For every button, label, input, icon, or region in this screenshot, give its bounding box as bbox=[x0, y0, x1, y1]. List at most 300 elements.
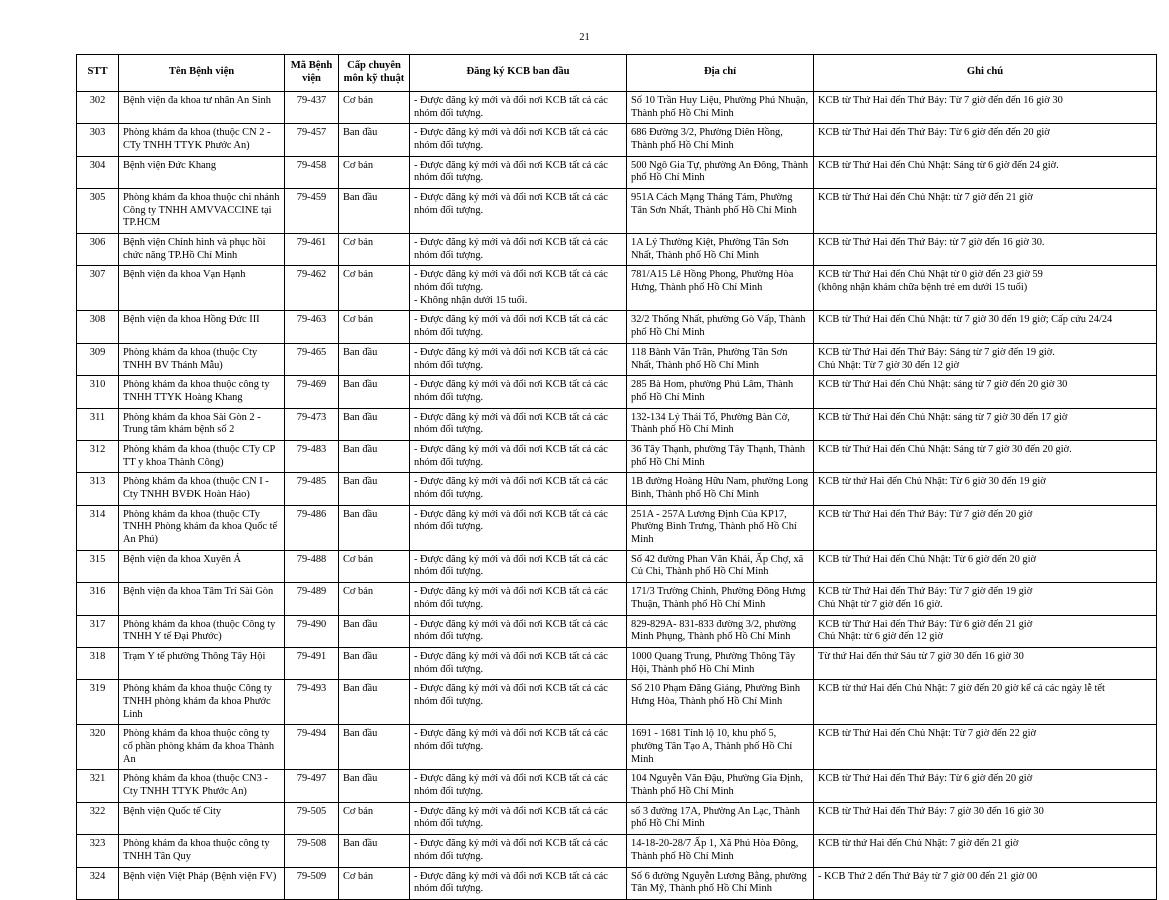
cell-address bbox=[627, 505, 814, 550]
cell-address bbox=[627, 647, 814, 679]
cell-hospital-name-line: Phòng khám đa khoa thuộc công ty cổ phần phòng khám đa khoa Thành An bbox=[123, 728, 275, 765]
cell-note bbox=[814, 156, 1157, 188]
cell-address-line: Số 6 đường Nguyễn Lương Bằng, phường Tân Mỹ, Thành phố Hồ Chí Minh bbox=[631, 870, 807, 895]
cell-stt-line: 312 bbox=[89, 443, 106, 455]
cell-hospital-code-line: 79-488 bbox=[296, 553, 327, 565]
cell-hospital-name bbox=[119, 725, 285, 770]
cell-note-line: KCB từ Thứ Hai đến Thứ Bảy: từ 7 giờ đến 16 giờ 30. bbox=[818, 237, 1045, 249]
cell-note-line: KCB từ thứ Hai đến Chủ Nhật: 7 giờ đến 21 giờ bbox=[818, 838, 1019, 850]
cell-hospital-code bbox=[285, 505, 339, 550]
cell-hospital-code bbox=[285, 440, 339, 472]
cell-registration-line: - Được đăng ký mới và đổi nơi KCB tất cả các nhóm đối tượng. bbox=[414, 870, 608, 895]
cell-stt-line: 306 bbox=[89, 237, 106, 249]
cell-hospital-name bbox=[119, 802, 285, 834]
cell-hospital-code-line: 79-463 bbox=[296, 314, 327, 326]
cell-hospital-code-line: 79-497 bbox=[296, 773, 327, 785]
cell-stt-line: 324 bbox=[89, 870, 106, 882]
cell-stt bbox=[77, 311, 119, 343]
cell-technical-level-line: Cơ bản bbox=[343, 586, 374, 598]
cell-note-line: KCB từ Thứ Hai đến Thứ Bảy: Từ 6 giờ đến 20 giờ bbox=[818, 773, 1033, 785]
cell-stt bbox=[77, 770, 119, 802]
cell-stt-line: 302 bbox=[89, 94, 106, 106]
cell-technical-level bbox=[339, 802, 410, 834]
cell-registration-line: - Được đăng ký mới và đổi nơi KCB tất cả các nhóm đối tượng. bbox=[414, 314, 608, 339]
cell-registration bbox=[410, 188, 627, 233]
cell-address bbox=[627, 376, 814, 408]
cell-technical-level bbox=[339, 124, 410, 156]
cell-hospital-code bbox=[285, 408, 339, 440]
cell-note-line: (không nhận khám chữa bệnh trẻ em dưới 15 tuổi) bbox=[818, 282, 1028, 294]
hospital-registration-table bbox=[76, 54, 1157, 900]
cell-technical-level bbox=[339, 266, 410, 311]
cell-address-line: Số 10 Trần Huy Liệu, Phường Phú Nhuận, Thành phố Hồ Chí Minh bbox=[631, 94, 809, 119]
cell-hospital-name-line: Bệnh viện Việt Pháp (Bệnh viện FV) bbox=[123, 870, 277, 882]
cell-hospital-name bbox=[119, 343, 285, 375]
cell-address-line: số 3 đường 17A, Phường An Lạc, Thành phố Hồ Chí Minh bbox=[631, 805, 800, 830]
cell-stt bbox=[77, 156, 119, 188]
cell-registration-line: - Được đăng ký mới và đổi nơi KCB tất cả các nhóm đối tượng. bbox=[414, 553, 608, 578]
cell-hospital-code bbox=[285, 343, 339, 375]
cell-note-line: KCB từ Thứ Hai đến Chủ Nhật: Từ 6 giờ đến 20 giờ bbox=[818, 553, 1036, 565]
table-header-row bbox=[77, 55, 1157, 92]
cell-registration-line: - Được đăng ký mới và đổi nơi KCB tất cả các nhóm đối tượng. bbox=[414, 838, 608, 862]
cell-note bbox=[814, 770, 1157, 802]
cell-registration bbox=[410, 124, 627, 156]
cell-address bbox=[627, 156, 814, 188]
cell-registration-line: - Được đăng ký mới và đổi nơi KCB tất cả các nhóm đối tượng. bbox=[414, 237, 608, 261]
cell-hospital-name-line: Phòng khám đa khoa Sài Gòn 2 - Trung tâm khám bệnh số 2 bbox=[123, 411, 261, 436]
cell-registration-line: - Được đăng ký mới và đổi nơi KCB tất cả các nhóm đối tượng. bbox=[414, 346, 608, 371]
cell-registration bbox=[410, 343, 627, 375]
cell-stt bbox=[77, 440, 119, 472]
cell-note bbox=[814, 505, 1157, 550]
cell-stt-line: 308 bbox=[89, 314, 106, 326]
cell-address bbox=[627, 408, 814, 440]
cell-stt bbox=[77, 550, 119, 582]
cell-technical-level bbox=[339, 376, 410, 408]
cell-technical-level bbox=[339, 835, 410, 867]
cell-hospital-code-line: 79-494 bbox=[296, 728, 327, 740]
cell-address-line: 32/2 Thống Nhất, phường Gò Vấp, Thành phố Hồ Chí Minh bbox=[631, 314, 806, 339]
page-number: 21 bbox=[579, 32, 590, 43]
table-header bbox=[77, 55, 1157, 92]
cell-registration bbox=[410, 770, 627, 802]
cell-registration bbox=[410, 867, 627, 899]
cell-note-line: KCB từ Thứ Hai đến Thứ Bảy: Từ 6 giờ đến 21 giờ bbox=[818, 618, 1033, 630]
cell-note-line: KCB từ Thứ Hai đến Thứ Bảy: Từ 7 giờ đến 19 giờ bbox=[818, 586, 1033, 598]
cell-address-line: 1000 Quang Trung, Phường Thông Tây Hội, Thành phố Hồ Chí Minh bbox=[631, 650, 796, 675]
cell-technical-level bbox=[339, 550, 410, 582]
cell-stt-line: 320 bbox=[89, 728, 106, 740]
cell-address-line: 686 Đường 3/2, Phường Diên Hồng, Thành phố Hồ Chí Minh bbox=[631, 127, 783, 151]
cell-hospital-code-line: 79-462 bbox=[296, 269, 327, 281]
cell-address-line: Số 42 đường Phan Văn Khải, Ấp Chợ, xã Củ Chi, Thành phố Hồ Chí Minh bbox=[631, 553, 804, 578]
cell-hospital-code-line: 79-473 bbox=[296, 411, 327, 423]
cell-hospital-name bbox=[119, 91, 285, 123]
table-row bbox=[77, 473, 1157, 505]
cell-registration-line: - Được đăng ký mới và đổi nơi KCB tất cả các nhóm đối tượng. bbox=[414, 94, 608, 119]
cell-hospital-code bbox=[285, 802, 339, 834]
cell-hospital-name bbox=[119, 770, 285, 802]
table-row bbox=[77, 91, 1157, 123]
cell-note bbox=[814, 647, 1157, 679]
cell-registration bbox=[410, 647, 627, 679]
cell-note bbox=[814, 835, 1157, 867]
cell-address bbox=[627, 615, 814, 647]
table-row bbox=[77, 770, 1157, 802]
cell-technical-level bbox=[339, 647, 410, 679]
table-row bbox=[77, 725, 1157, 770]
cell-technical-level bbox=[339, 91, 410, 123]
cell-registration-line: - Được đăng ký mới và đổi nơi KCB tất cả các nhóm đối tượng. bbox=[414, 773, 608, 798]
cell-stt-line: 307 bbox=[89, 269, 106, 281]
cell-hospital-code-line: 79-469 bbox=[296, 379, 327, 391]
cell-note-line: Từ thứ Hai đến thứ Sáu từ 7 giờ 30 đến 16 giờ 30 bbox=[818, 650, 1024, 662]
cell-stt bbox=[77, 583, 119, 615]
cell-hospital-code bbox=[285, 680, 339, 725]
cell-stt bbox=[77, 835, 119, 867]
cell-address-line: 951A Cách Mạng Tháng Tám, Phường Tân Sơn Nhất, Thành phố Hồ Chí Minh bbox=[631, 191, 797, 216]
cell-stt bbox=[77, 376, 119, 408]
table-row bbox=[77, 266, 1157, 311]
cell-note bbox=[814, 91, 1157, 123]
table-row bbox=[77, 234, 1157, 266]
cell-technical-level-line: Ban đầu bbox=[343, 476, 378, 488]
cell-note-line: KCB từ thứ Hai đến Chủ Nhật: Từ 6 giờ 30 đến 19 giờ bbox=[818, 476, 1046, 488]
cell-address-line: 36 Tây Thạnh, phường Tây Thạnh, Thành phố Hồ Chí Minh bbox=[631, 443, 806, 468]
cell-hospital-name bbox=[119, 473, 285, 505]
cell-stt bbox=[77, 725, 119, 770]
cell-hospital-name-line: Phòng khám đa khoa (thuộc CN 2 - CTy TNHH TTYK Phước An) bbox=[123, 127, 271, 151]
cell-hospital-name-line: Bệnh viện Quốc tế City bbox=[123, 805, 222, 817]
cell-hospital-name bbox=[119, 550, 285, 582]
table-row bbox=[77, 550, 1157, 582]
cell-registration bbox=[410, 156, 627, 188]
cell-address bbox=[627, 583, 814, 615]
cell-hospital-code-line: 79-465 bbox=[296, 346, 327, 358]
cell-stt-line: 318 bbox=[89, 650, 106, 662]
cell-technical-level-line: Cơ bản bbox=[343, 94, 374, 106]
cell-registration bbox=[410, 376, 627, 408]
cell-stt-line: 310 bbox=[89, 379, 106, 391]
cell-hospital-name bbox=[119, 680, 285, 725]
cell-registration bbox=[410, 550, 627, 582]
cell-technical-level bbox=[339, 680, 410, 725]
cell-registration bbox=[410, 583, 627, 615]
cell-address bbox=[627, 188, 814, 233]
cell-note bbox=[814, 188, 1157, 233]
cell-note-line: KCB từ Thứ Hai đến Chủ Nhật: Sáng từ 6 giờ đến 24 giờ. bbox=[818, 159, 1059, 171]
cell-hospital-code bbox=[285, 770, 339, 802]
cell-hospital-code bbox=[285, 156, 339, 188]
cell-note-line: KCB từ Thứ Hai đến Chủ Nhật: từ 7 giờ 30 đến 19 giờ; Cấp cứu 24/24 bbox=[818, 314, 1113, 326]
column-header-technical-level: Cấp chuyên môn kỹ thuật bbox=[339, 55, 410, 92]
cell-hospital-code-line: 79-461 bbox=[296, 237, 327, 249]
cell-technical-level-line: Cơ bản bbox=[343, 269, 374, 281]
cell-hospital-name bbox=[119, 408, 285, 440]
cell-note-line: KCB từ Thứ Hai đến Thứ Bảy: 7 giờ 30 đến 16 giờ 30 bbox=[818, 805, 1044, 817]
cell-technical-level bbox=[339, 615, 410, 647]
cell-technical-level-line: Ban đầu bbox=[343, 773, 378, 785]
cell-stt-line: 305 bbox=[89, 191, 106, 203]
cell-address bbox=[627, 867, 814, 899]
column-header-address: Địa chỉ bbox=[627, 55, 814, 92]
table-row bbox=[77, 376, 1157, 408]
cell-stt bbox=[77, 266, 119, 311]
cell-registration bbox=[410, 266, 627, 311]
table-row bbox=[77, 867, 1157, 899]
cell-hospital-name bbox=[119, 440, 285, 472]
cell-stt-line: 314 bbox=[89, 508, 106, 520]
hospital-registration-table-container bbox=[76, 54, 1113, 900]
cell-note-line: - KCB Thứ 2 đến Thứ Bảy từ 7 giờ 00 đến 21 giờ 00 bbox=[818, 870, 1038, 882]
cell-registration bbox=[410, 802, 627, 834]
cell-hospital-code bbox=[285, 615, 339, 647]
cell-stt bbox=[77, 408, 119, 440]
cell-hospital-code bbox=[285, 124, 339, 156]
cell-hospital-name bbox=[119, 234, 285, 266]
cell-note-line: KCB từ Thứ Hai đến Chủ Nhật: sáng từ 7 giờ đến 20 giờ 30 bbox=[818, 379, 1068, 391]
cell-hospital-name bbox=[119, 311, 285, 343]
cell-hospital-name bbox=[119, 867, 285, 899]
cell-note bbox=[814, 376, 1157, 408]
cell-note-line: KCB từ Thứ Hai đến Chủ Nhật: Từ 7 giờ đến 22 giờ bbox=[818, 728, 1036, 740]
cell-hospital-name bbox=[119, 835, 285, 867]
cell-registration-line: - Được đăng ký mới và đổi nơi KCB tất cả các nhóm đối tượng. bbox=[414, 683, 608, 707]
cell-note bbox=[814, 615, 1157, 647]
cell-address bbox=[627, 725, 814, 770]
cell-hospital-code-line: 79-483 bbox=[296, 443, 327, 455]
cell-address bbox=[627, 266, 814, 311]
cell-registration-line: - Được đăng ký mới và đổi nơi KCB tất cả các nhóm đối tượng. bbox=[414, 411, 608, 436]
cell-address bbox=[627, 680, 814, 725]
cell-hospital-name-line: Phòng khám đa khoa thuộc công ty TNHH Tân Quy bbox=[123, 838, 270, 862]
cell-hospital-name-line: Phòng khám đa khoa thuộc Công ty TNHH phòng khám đa khoa Phước Linh bbox=[123, 683, 272, 720]
cell-technical-level-line: Ban đầu bbox=[343, 191, 378, 203]
cell-technical-level-line: Ban đầu bbox=[343, 508, 378, 520]
table-row bbox=[77, 680, 1157, 725]
table-row bbox=[77, 408, 1157, 440]
cell-technical-level-line: Ban đầu bbox=[343, 650, 378, 662]
cell-address bbox=[627, 473, 814, 505]
cell-hospital-name-line: Phòng khám đa khoa thuộc chi nhánh Công ty TNHH AMVVACCINE tại TP.HCM bbox=[123, 191, 280, 229]
cell-technical-level-line: Ban đầu bbox=[343, 127, 378, 139]
cell-hospital-code bbox=[285, 91, 339, 123]
cell-hospital-name bbox=[119, 156, 285, 188]
cell-technical-level-line: Cơ bản bbox=[343, 553, 374, 565]
cell-hospital-code bbox=[285, 311, 339, 343]
cell-registration bbox=[410, 408, 627, 440]
cell-hospital-code-line: 79-508 bbox=[296, 838, 327, 850]
cell-technical-level bbox=[339, 867, 410, 899]
column-header-hospital-code: Mã Bệnh viện bbox=[285, 55, 339, 92]
cell-note bbox=[814, 680, 1157, 725]
cell-address bbox=[627, 343, 814, 375]
cell-registration-line: - Được đăng ký mới và đổi nơi KCB tất cả các nhóm đối tượng. bbox=[414, 650, 608, 675]
column-header-stt: STT bbox=[77, 55, 119, 92]
cell-note bbox=[814, 343, 1157, 375]
cell-hospital-name-line: Bệnh viện đa khoa Tâm Trí Sài Gòn bbox=[123, 586, 274, 598]
cell-hospital-code bbox=[285, 725, 339, 770]
cell-registration-line: - Được đăng ký mới và đổi nơi KCB tất cả các nhóm đối tượng. bbox=[414, 586, 608, 610]
cell-address-line: 1A Lý Thường Kiệt, Phường Tân Sơn Nhất, Thành phố Hồ Chí Minh bbox=[631, 237, 789, 261]
table-row bbox=[77, 156, 1157, 188]
cell-hospital-code bbox=[285, 835, 339, 867]
cell-note bbox=[814, 124, 1157, 156]
cell-stt-line: 316 bbox=[89, 586, 106, 598]
cell-registration-line: - Được đăng ký mới và đổi nơi KCB tất cả các nhóm đối tượng. bbox=[414, 443, 608, 468]
cell-hospital-name-line: Bệnh viện đa khoa tư nhân An Sinh bbox=[123, 94, 271, 106]
cell-note bbox=[814, 802, 1157, 834]
cell-registration-line: - Được đăng ký mới và đổi nơi KCB tất cả các nhóm đối tượng. bbox=[414, 728, 608, 753]
cell-address bbox=[627, 550, 814, 582]
cell-technical-level bbox=[339, 408, 410, 440]
cell-technical-level bbox=[339, 473, 410, 505]
cell-hospital-code-line: 79-485 bbox=[296, 476, 327, 488]
cell-address bbox=[627, 440, 814, 472]
cell-registration-line: - Được đăng ký mới và đổi nơi KCB tất cả các nhóm đối tượng. bbox=[414, 269, 608, 294]
cell-technical-level bbox=[339, 770, 410, 802]
cell-address-line: Số 210 Phạm Đăng Giảng, Phường Bình Hưng Hòa, Thành phố Hồ Chí Minh bbox=[631, 683, 801, 707]
cell-address-line: 829-829A- 831-833 đường 3/2, phường Minh Phụng, Thành phố Hồ Chí Minh bbox=[631, 618, 797, 643]
cell-hospital-code-line: 79-437 bbox=[296, 94, 327, 106]
cell-hospital-code bbox=[285, 550, 339, 582]
cell-technical-level-line: Cơ bản bbox=[343, 805, 374, 817]
cell-hospital-code bbox=[285, 188, 339, 233]
cell-hospital-code bbox=[285, 376, 339, 408]
cell-note bbox=[814, 725, 1157, 770]
cell-technical-level-line: Ban đầu bbox=[343, 411, 378, 423]
cell-stt bbox=[77, 680, 119, 725]
cell-technical-level-line: Ban đầu bbox=[343, 346, 378, 358]
cell-hospital-name bbox=[119, 188, 285, 233]
cell-hospital-name bbox=[119, 124, 285, 156]
cell-registration bbox=[410, 680, 627, 725]
cell-hospital-code bbox=[285, 583, 339, 615]
cell-address-line: 14-18-20-28/7 Ấp 1, Xã Phú Hòa Đông, Thành phố Hồ Chí Minh bbox=[631, 838, 799, 862]
cell-note-line: KCB từ Thứ Hai đến Thứ Bảy: Sáng từ 7 giờ đến 19 giờ. bbox=[818, 346, 1055, 358]
cell-hospital-code-line: 79-457 bbox=[296, 127, 327, 139]
cell-stt bbox=[77, 124, 119, 156]
cell-technical-level-line: Ban đầu bbox=[343, 618, 378, 630]
cell-note-line: KCB từ Thứ Hai đến Chủ Nhật: từ 7 giờ đến 21 giờ bbox=[818, 191, 1033, 203]
cell-technical-level bbox=[339, 440, 410, 472]
cell-note bbox=[814, 550, 1157, 582]
table-row bbox=[77, 802, 1157, 834]
cell-hospital-code bbox=[285, 867, 339, 899]
cell-stt bbox=[77, 615, 119, 647]
cell-address-line: 251A - 257A Lương Định Của KP17, Phường Bình Trưng, Thành phố Hồ Chí Minh bbox=[631, 508, 797, 546]
table-body bbox=[77, 91, 1157, 899]
cell-registration bbox=[410, 505, 627, 550]
cell-hospital-name bbox=[119, 266, 285, 311]
cell-note-line: KCB từ thứ Hai đến Chủ Nhật: 7 giờ đến 20 giờ kể cả các ngày lễ tết bbox=[818, 683, 1105, 695]
cell-note-line: KCB từ Thứ Hai đến Thứ Bảy: Từ 7 giờ đến 20 giờ bbox=[818, 508, 1033, 520]
cell-address bbox=[627, 234, 814, 266]
cell-address-line: 104 Nguyễn Văn Đậu, Phường Gia Định, Thành phố Hồ Chí Minh bbox=[631, 773, 803, 798]
cell-hospital-name-line: Phòng khám đa khoa (thuộc CN I - Cty TNHH BVĐK Hoàn Hảo) bbox=[123, 476, 269, 501]
cell-stt bbox=[77, 802, 119, 834]
cell-stt-line: 303 bbox=[89, 127, 106, 139]
cell-note-line: KCB từ Thứ Hai đến Chủ Nhật từ 0 giờ đến 23 giờ 59 bbox=[818, 269, 1043, 281]
cell-technical-level-line: Cơ bản bbox=[343, 159, 374, 171]
cell-stt-line: 322 bbox=[89, 805, 106, 817]
cell-address bbox=[627, 91, 814, 123]
cell-hospital-name-line: Phòng khám đa khoa (thuộc Cty TNHH BV Thánh Mẫu) bbox=[123, 346, 258, 371]
table-row bbox=[77, 343, 1157, 375]
cell-registration bbox=[410, 835, 627, 867]
cell-technical-level-line: Ban đầu bbox=[343, 838, 378, 850]
cell-note bbox=[814, 311, 1157, 343]
cell-technical-level bbox=[339, 343, 410, 375]
cell-registration-line: - Được đăng ký mới và đổi nơi KCB tất cả các nhóm đối tượng. bbox=[414, 379, 608, 403]
cell-stt bbox=[77, 505, 119, 550]
cell-note bbox=[814, 473, 1157, 505]
cell-hospital-code bbox=[285, 234, 339, 266]
cell-stt bbox=[77, 91, 119, 123]
table-row bbox=[77, 647, 1157, 679]
cell-address bbox=[627, 311, 814, 343]
table-row bbox=[77, 583, 1157, 615]
cell-address-line: 1691 - 1681 Tỉnh lộ 10, khu phố 5, phường Tân Tạo A, Thành phố Hồ Chí Minh bbox=[631, 728, 793, 765]
cell-technical-level-line: Cơ bản bbox=[343, 870, 374, 882]
column-header-note: Ghi chú bbox=[814, 55, 1157, 92]
cell-technical-level-line: Ban đầu bbox=[343, 728, 378, 740]
cell-hospital-name bbox=[119, 376, 285, 408]
cell-stt-line: 313 bbox=[89, 476, 106, 488]
cell-note bbox=[814, 583, 1157, 615]
cell-registration-line: - Được đăng ký mới và đổi nơi KCB tất cả các nhóm đối tượng. bbox=[414, 508, 608, 533]
cell-registration bbox=[410, 473, 627, 505]
cell-registration-line: - Được đăng ký mới và đổi nơi KCB tất cả các nhóm đối tượng. bbox=[414, 191, 608, 216]
cell-note bbox=[814, 440, 1157, 472]
cell-note-line: KCB từ Thứ Hai đến Chủ Nhật: Sáng từ 7 giờ 30 đến 20 giờ. bbox=[818, 443, 1072, 455]
cell-stt-line: 319 bbox=[89, 683, 106, 695]
cell-technical-level-line: Ban đầu bbox=[343, 379, 378, 391]
cell-stt-line: 311 bbox=[89, 411, 106, 423]
cell-hospital-name-line: Bệnh viện đa khoa Xuyên Á bbox=[123, 553, 242, 565]
cell-hospital-code-line: 79-505 bbox=[296, 805, 327, 817]
cell-technical-level bbox=[339, 725, 410, 770]
cell-technical-level bbox=[339, 156, 410, 188]
cell-stt bbox=[77, 867, 119, 899]
cell-note-line: Chủ Nhật: Từ 7 giờ 30 đến 12 giờ bbox=[818, 359, 960, 371]
cell-note-line: Chủ Nhật: từ 6 giờ đến 12 giờ bbox=[818, 631, 943, 643]
cell-registration-line: - Được đăng ký mới và đổi nơi KCB tất cả các nhóm đối tượng. bbox=[414, 805, 608, 830]
cell-note-line: KCB từ Thứ Hai đến Chủ Nhật: sáng từ 7 giờ 30 đến 17 giờ bbox=[818, 411, 1068, 423]
cell-address-line: 285 Bà Hom, phường Phú Lâm, Thành phố Hồ Chí Minh bbox=[631, 379, 794, 403]
cell-hospital-code-line: 79-490 bbox=[296, 618, 327, 630]
cell-address bbox=[627, 124, 814, 156]
cell-technical-level-line: Ban đầu bbox=[343, 683, 378, 695]
cell-technical-level bbox=[339, 583, 410, 615]
cell-technical-level bbox=[339, 234, 410, 266]
cell-hospital-code-line: 79-459 bbox=[296, 191, 327, 203]
cell-stt bbox=[77, 234, 119, 266]
cell-note bbox=[814, 867, 1157, 899]
table-row bbox=[77, 615, 1157, 647]
table-row bbox=[77, 835, 1157, 867]
table-row bbox=[77, 124, 1157, 156]
cell-address bbox=[627, 835, 814, 867]
cell-hospital-name bbox=[119, 505, 285, 550]
cell-note bbox=[814, 266, 1157, 311]
cell-address bbox=[627, 802, 814, 834]
cell-hospital-name-line: Bệnh viện Chỉnh hình và phục hồi chức năng TP.Hồ Chí Minh bbox=[123, 237, 266, 261]
cell-technical-level bbox=[339, 311, 410, 343]
cell-registration-line: - Được đăng ký mới và đổi nơi KCB tất cả các nhóm đối tượng. bbox=[414, 476, 608, 501]
cell-hospital-name-line: Trạm Y tế phường Thông Tây Hội bbox=[123, 650, 266, 662]
